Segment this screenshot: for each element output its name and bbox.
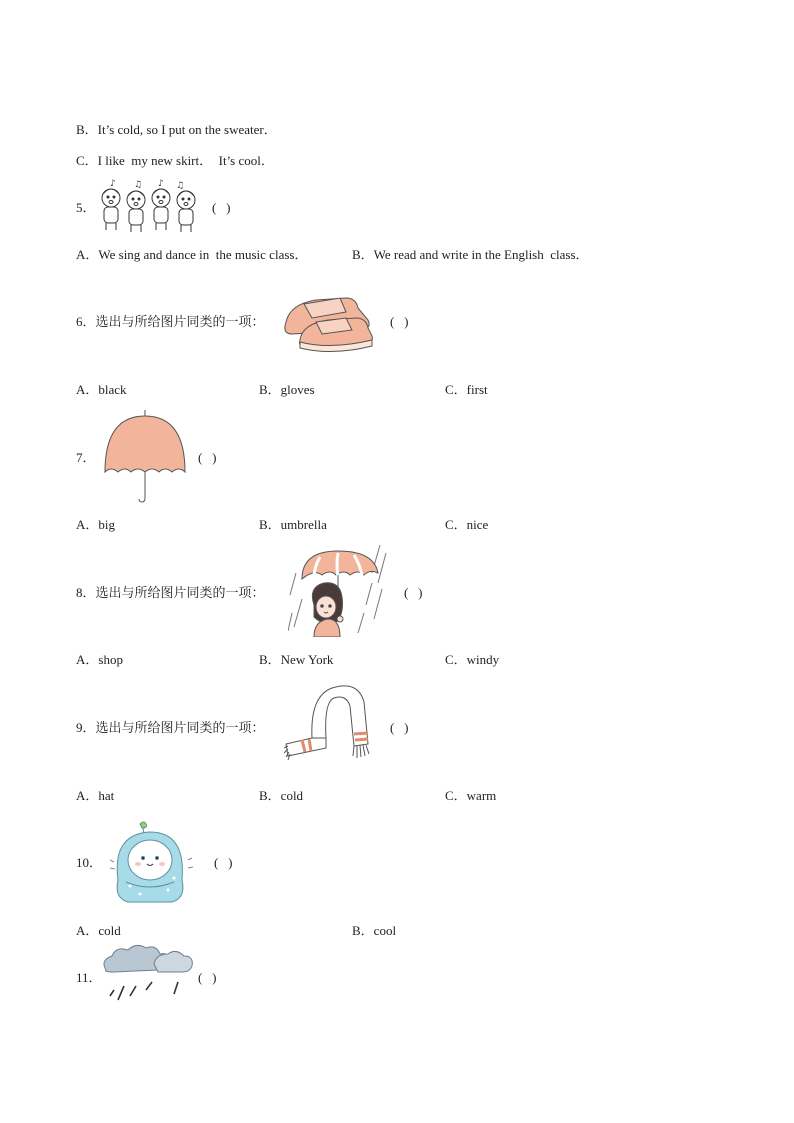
q6-number: 6．选出与所给图片同类的一项： — [76, 314, 265, 329]
q9-answer-paren: ( ) — [390, 720, 409, 735]
q8-option-a: A．shop — [76, 652, 123, 667]
q7-number: 7． — [76, 450, 96, 465]
q8-option-c: C．windy — [445, 652, 500, 667]
q8-number: 8．选出与所给图片同类的一项： — [76, 585, 265, 600]
q8-answer-paren: ( ) — [404, 585, 423, 600]
shoes-picture — [280, 290, 376, 358]
girl-with-umbrella-in-rain-picture — [288, 543, 388, 637]
svg-text:♫: ♫ — [176, 181, 185, 191]
q4-option-b: B．It’s cold, so I put on the sweater． — [76, 122, 277, 137]
q10-option-b: B．cool — [352, 923, 397, 938]
q8-option-b: B．New York — [259, 652, 334, 667]
svg-text:♪: ♪ — [158, 179, 164, 189]
q4-option-c: C．I like my new skirt． It’s cool． — [76, 153, 274, 168]
q10-option-a: A．cold — [76, 923, 121, 938]
q9-option-b: B．cold — [259, 788, 304, 803]
rain-cloud-picture — [100, 942, 196, 1004]
q7-option-b: B．umbrella — [259, 517, 327, 532]
q6-option-a: A．black — [76, 382, 127, 397]
q11-answer-paren: ( ) — [198, 970, 217, 985]
q5-option-b: B．We read and write in the English class． — [352, 247, 589, 262]
q5-option-a: A．We sing and dance in the music class． — [76, 247, 308, 262]
singing-children-picture — [98, 178, 202, 236]
q5-answer-paren: ( ) — [212, 200, 231, 215]
q10-number: 10． — [76, 855, 103, 870]
q7-answer-paren: ( ) — [198, 450, 217, 465]
q7-option-c: C．nice — [445, 517, 489, 532]
umbrella-picture — [102, 410, 188, 504]
q9-number: 9．选出与所给图片同类的一项： — [76, 720, 265, 735]
q6-option-c: C．first — [445, 382, 488, 397]
q7-option-a: A．big — [76, 517, 116, 532]
q5-number: 5． — [76, 200, 96, 215]
q10-answer-paren: ( ) — [214, 855, 233, 870]
q6-option-b: B．gloves — [259, 382, 315, 397]
scarf-picture — [284, 682, 376, 768]
q11-number: 11． — [76, 970, 102, 985]
q9-option-c: C．warm — [445, 788, 497, 803]
shivering-character-picture — [110, 820, 194, 908]
svg-text:♫: ♫ — [134, 180, 143, 190]
svg-text:♪: ♪ — [110, 179, 116, 189]
q9-option-a: A．hat — [76, 788, 115, 803]
q6-answer-paren: ( ) — [390, 314, 409, 329]
